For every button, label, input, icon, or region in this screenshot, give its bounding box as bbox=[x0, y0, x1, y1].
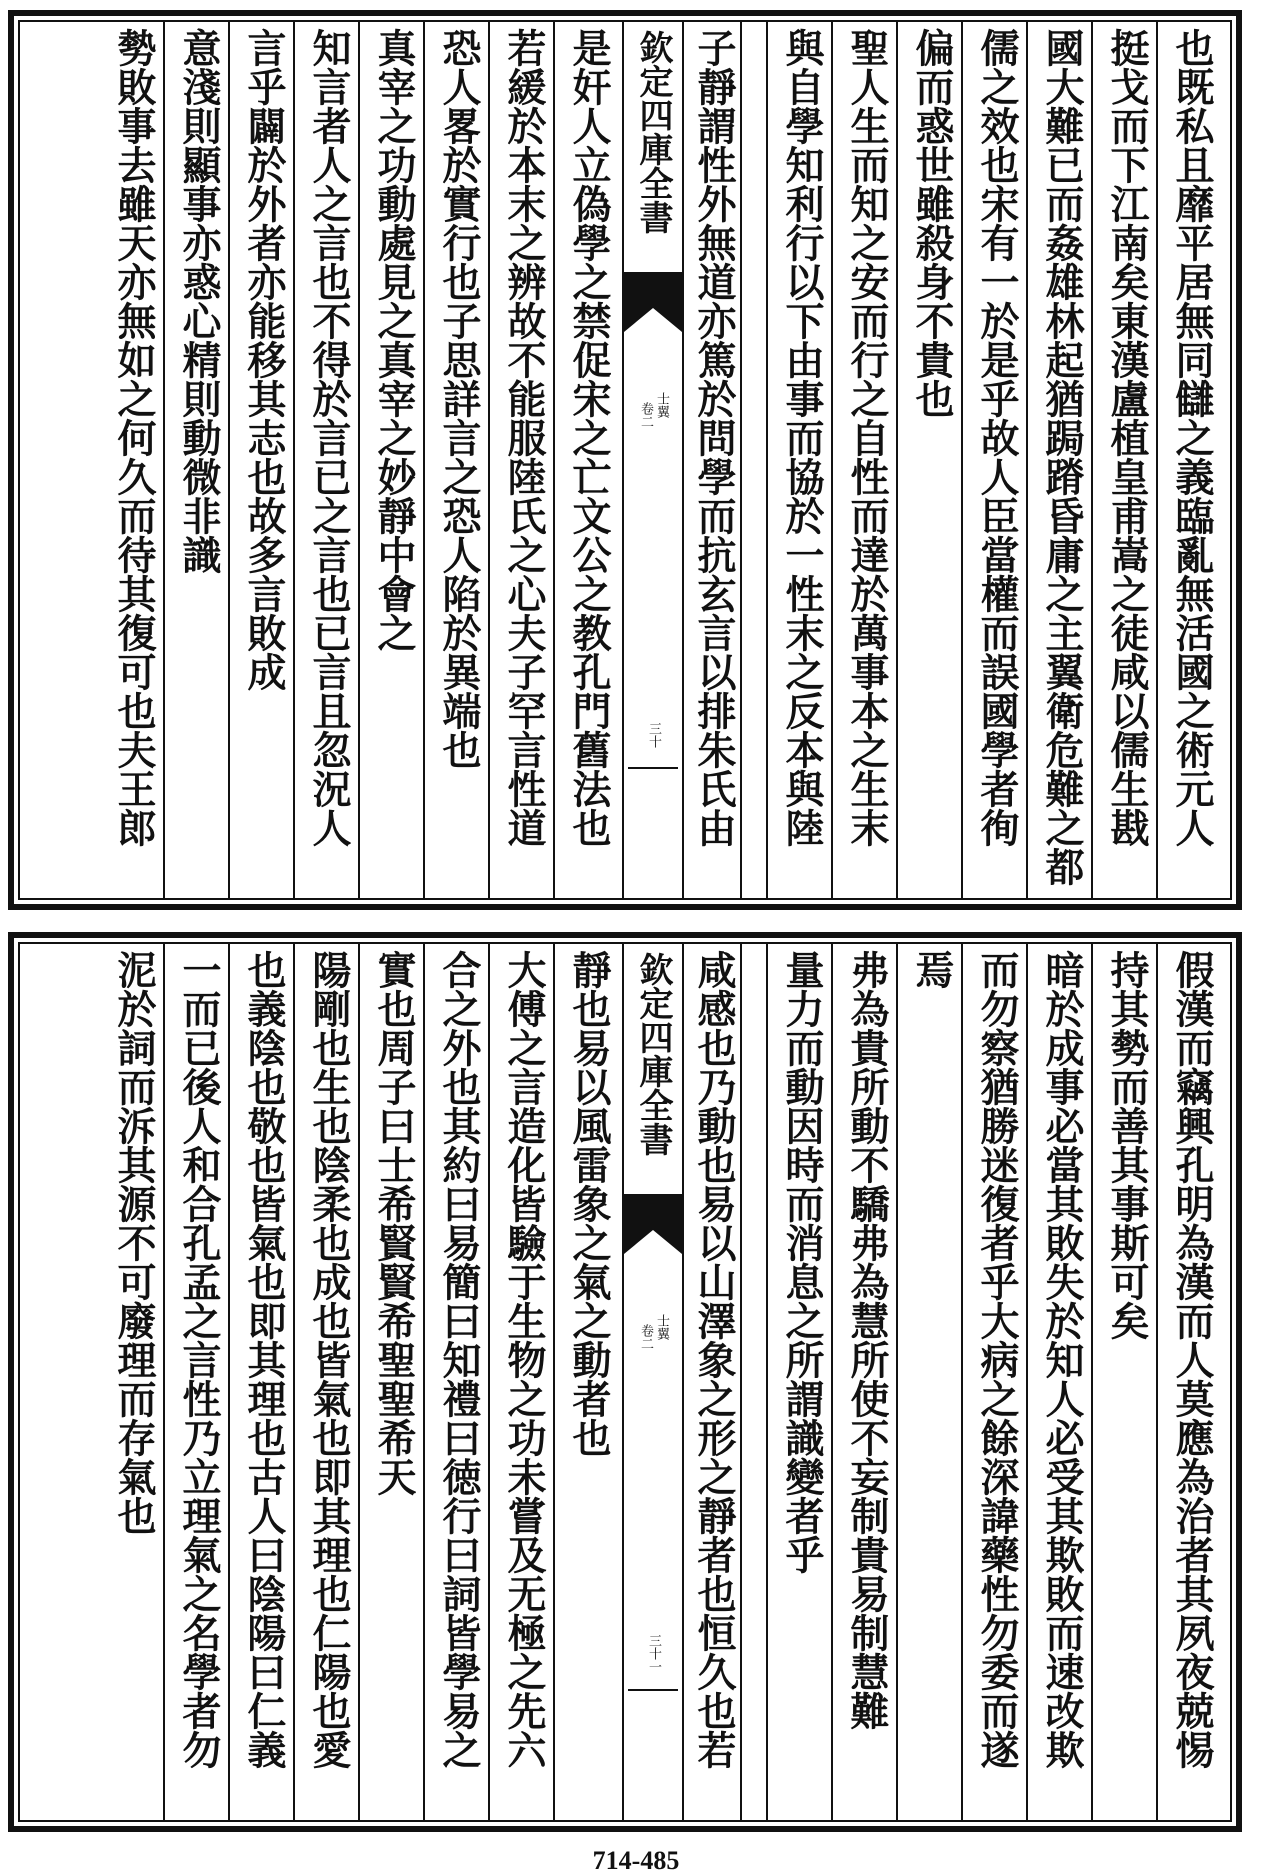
book-volume-label bbox=[624, 1314, 682, 1350]
column: 真宰之功動處見之真宰之妙靜中會之 bbox=[371, 28, 417, 652]
column-rule bbox=[896, 22, 898, 898]
column-rule bbox=[488, 22, 490, 898]
column: 也義陰也敬也皆氣也即其理也古人曰陰陽曰仁義 bbox=[241, 950, 287, 1769]
column-rule bbox=[831, 22, 833, 898]
column-rule bbox=[228, 944, 230, 1820]
column-rule bbox=[1091, 944, 1093, 1820]
book-label: 士翼 bbox=[654, 1314, 669, 1340]
column: 也既私且靡平居無同讎之義臨亂無活國之術元人 bbox=[1169, 28, 1215, 847]
column: 意淺則顯事亦惑心精則動微非識 bbox=[176, 28, 222, 574]
column-rule bbox=[766, 944, 768, 1820]
top-page-frame bbox=[18, 20, 1232, 900]
book-label: 士翼 bbox=[654, 392, 669, 418]
fold-line bbox=[628, 1689, 678, 1691]
column: 勢敗事去雖天亦無如之何久而待其復可也夫王郎 bbox=[111, 28, 157, 847]
column: 泥於詞而泝其源不可廢理而存氣也 bbox=[111, 950, 157, 1535]
column: 聖人生而知之安而行之自性而達於萬事本之生末 bbox=[844, 28, 890, 847]
column: 偏而惑世雖殺身不貴也 bbox=[909, 28, 955, 418]
column-rule bbox=[228, 22, 230, 898]
column: 假漢而竊興孔明為漢而人莫應為治者其夙夜兢惕 bbox=[1169, 950, 1215, 1769]
fishtail-mark-icon bbox=[624, 1216, 682, 1256]
column: 實也周子曰士希賢賢希聖聖希天 bbox=[371, 950, 417, 1496]
column: 若緩於本末之辨故不能服陸氏之心夫子罕言性道 bbox=[501, 28, 547, 847]
column-rule bbox=[553, 944, 555, 1820]
column: 一而已後人和合孔孟之言性乃立理氣之名學者勿 bbox=[176, 950, 222, 1769]
column-rule bbox=[766, 22, 768, 898]
page-number: 三十 bbox=[646, 722, 661, 748]
bottom-page-frame bbox=[18, 942, 1232, 1822]
book-volume-label bbox=[624, 392, 682, 428]
column-rule bbox=[1026, 944, 1028, 1820]
volume-label: 卷二 bbox=[638, 1324, 653, 1350]
column: 靜也易以風雷象之氣之動者也 bbox=[566, 950, 612, 1457]
column-rule bbox=[740, 22, 742, 898]
page-number: 三十一 bbox=[646, 1634, 661, 1673]
bottom-page bbox=[8, 932, 1242, 1832]
column-rule bbox=[293, 944, 295, 1820]
column-rule bbox=[358, 944, 360, 1820]
fishtail-mark-icon bbox=[624, 294, 682, 334]
volume-label: 卷二 bbox=[638, 402, 653, 428]
column-rule bbox=[423, 944, 425, 1820]
fold-strip bbox=[622, 22, 684, 898]
column: 儒之效也宋有一於是乎故人臣當權而誤國學者徇 bbox=[974, 28, 1020, 847]
fold-black-bar bbox=[624, 1194, 682, 1216]
column: 子靜謂性外無道亦篤於問學而抗玄言以排朱氏由 bbox=[691, 28, 737, 847]
column-rule bbox=[1026, 22, 1028, 898]
column: 焉 bbox=[909, 950, 955, 989]
column-rule bbox=[293, 22, 295, 898]
column-rule bbox=[961, 22, 963, 898]
fold-strip bbox=[622, 944, 684, 1820]
fold-black-bar bbox=[624, 272, 682, 294]
column-rule bbox=[896, 944, 898, 1820]
column-rule bbox=[488, 944, 490, 1820]
footer-page-id: 714-485 bbox=[592, 1846, 680, 1875]
top-page bbox=[8, 10, 1242, 910]
column: 國大難已而姦雄林起猶跼蹐昏庸之主翼衛危難之都 bbox=[1039, 28, 1085, 886]
column: 暗於成事必當其敗失於知人必受其欺敗而速改欺 bbox=[1039, 950, 1085, 1769]
column: 與自學知利行以下由事而協於一性末之反本與陸 bbox=[779, 28, 825, 847]
column: 言乎闢於外者亦能移其志也故多言敗成 bbox=[241, 28, 287, 691]
column: 大傅之言造化皆驗于生物之功未嘗及无極之先六 bbox=[501, 950, 547, 1769]
column-rule bbox=[831, 944, 833, 1820]
column-rule bbox=[358, 22, 360, 898]
column: 弗為貴所動不驕弗為慧所使不妄制貴易制慧難 bbox=[844, 950, 890, 1730]
column-rule bbox=[1156, 944, 1158, 1820]
series-title: 欽定四庫全書 bbox=[633, 30, 673, 234]
column: 恐人畧於實行也子思詳言之恐人陷於異端也 bbox=[436, 28, 482, 769]
column: 是奸人立偽學之禁促宋之亡文公之教孔門舊法也 bbox=[566, 28, 612, 847]
column-rule bbox=[1091, 22, 1093, 898]
column: 知言者人之言也不得於言已之言也已言且忽況人 bbox=[306, 28, 352, 847]
column: 持其勢而善其事斯可矣 bbox=[1104, 950, 1150, 1340]
series-title: 欽定四庫全書 bbox=[633, 952, 673, 1156]
column-rule bbox=[1156, 22, 1158, 898]
column: 陽剛也生也陰柔也成也皆氣也即其理也仁陽也愛 bbox=[306, 950, 352, 1769]
column-rule bbox=[740, 944, 742, 1820]
column: 挺戈而下江南矣東漢盧植皇甫嵩之徒咸以儒生戡 bbox=[1104, 28, 1150, 847]
column: 量力而動因時而消息之所謂識變者乎 bbox=[779, 950, 825, 1574]
column: 而勿察猶勝迷復者乎大病之餘深諱藥性勿委而遂 bbox=[974, 950, 1020, 1769]
column-rule bbox=[961, 944, 963, 1820]
column: 合之外也其約曰易簡曰知禮曰徳行曰詞皆學易之 bbox=[436, 950, 482, 1769]
column-rule bbox=[163, 944, 165, 1820]
column-rule bbox=[553, 22, 555, 898]
column-rule bbox=[423, 22, 425, 898]
fold-line bbox=[628, 767, 678, 769]
column-rule bbox=[163, 22, 165, 898]
column: 咸感也乃動也易以山澤象之形之靜者也恒久也若 bbox=[691, 950, 737, 1769]
